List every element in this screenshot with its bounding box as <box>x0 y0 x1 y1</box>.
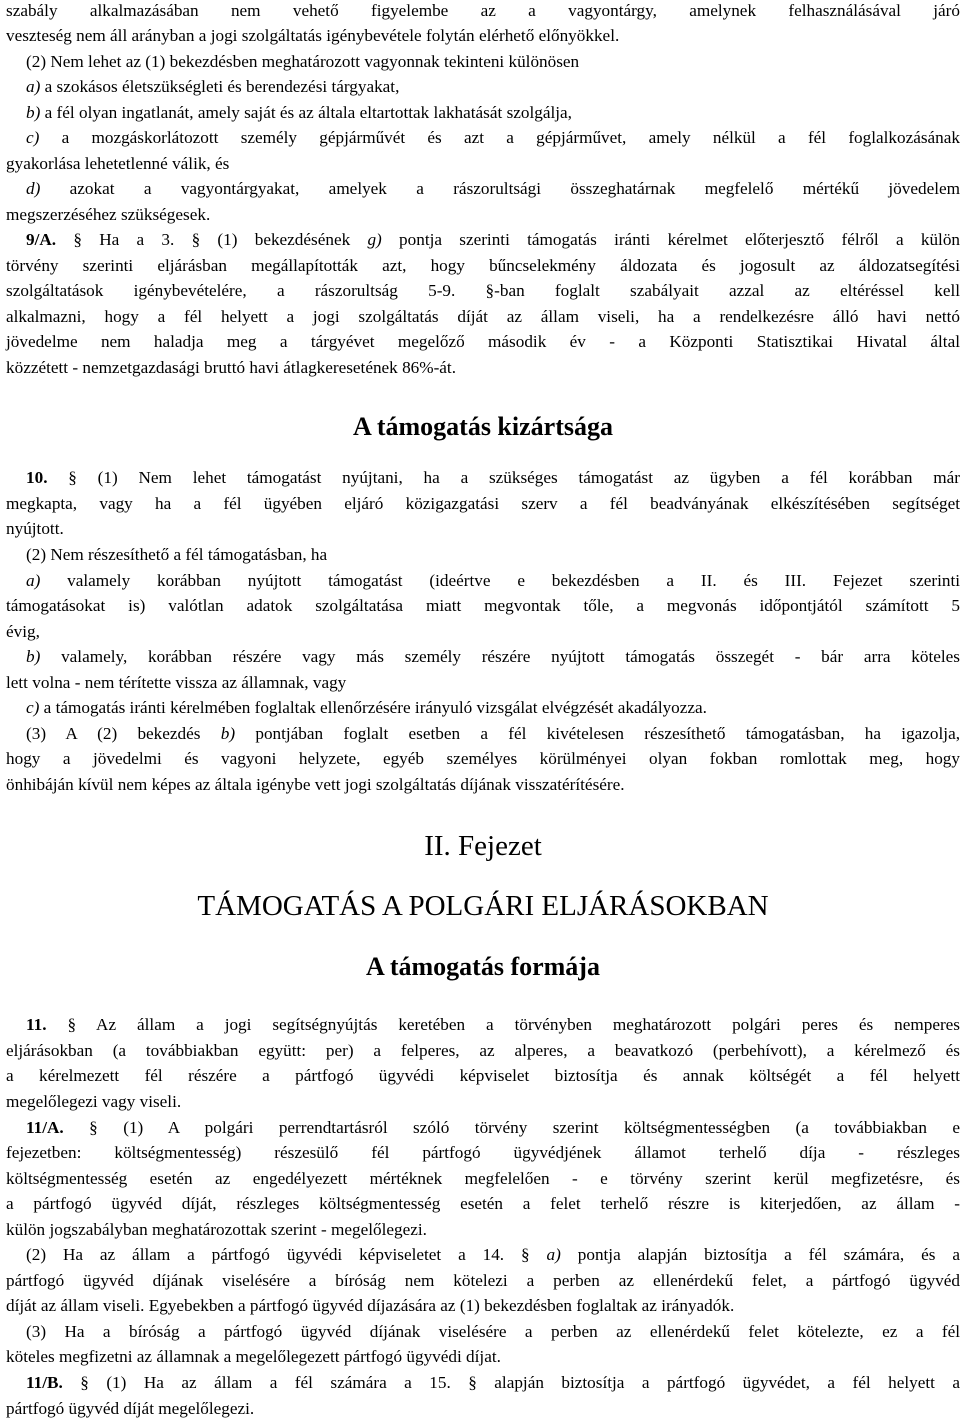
section-number: 10. <box>26 468 48 487</box>
line-text: megkapta, vagy ha a fél ügyében eljáró közigazgatási szerv a fél beadványának elkészítésében segítséget <box>6 494 960 513</box>
line-text: (2) Nem részesíthető a fél támogatásban, ha <box>26 545 328 564</box>
line-text: költségmentesség esetén az engedélyezett mértéknek megfelelően - e törvény szerint kerül megfizetésre, és <box>6 1169 960 1188</box>
text-line <box>6 491 960 517</box>
line-text: nyújtott. <box>6 519 64 538</box>
item-reference: b) <box>220 724 236 743</box>
line-text: veszteség nem áll arányban a jogi szolgáltatás igénybevétele folytán elérhető előnyökkel. <box>6 26 620 45</box>
section-number: 11/B. <box>26 1373 63 1392</box>
text-line <box>6 1089 960 1115</box>
item-reference: a) <box>546 1245 561 1264</box>
line-text: (3) Ha a bíróság a pártfogó ügyvéd díjának viselésére a perben az ellenérdekű felet kötelezte, ez a fél <box>26 1322 960 1341</box>
item-marker: d) <box>26 179 41 198</box>
text-line <box>6 772 960 798</box>
text-line <box>6 202 960 228</box>
line-text: pártfogó ügyvéd díját megelőlegezi. <box>6 1399 255 1418</box>
section-number: 11. <box>26 1015 47 1034</box>
text-line <box>6 253 960 279</box>
line-text: (3) A (2) bekezdés <box>26 724 221 743</box>
line-text: szolgáltatások igénybevételére, a rászorultság 5-9. §-ban foglalt szabályait azzal az eltéréssel kell <box>6 281 960 300</box>
text-line <box>6 1319 960 1345</box>
line-text: § Ha a 3. § (1) bekezdésének <box>56 230 368 249</box>
line-text: (2) Ha az állam a pártfogó ügyvédi képviseletet a 14. § <box>26 1245 547 1264</box>
text-line <box>6 619 960 645</box>
line-text: pártfogó ügyvéd díjának viselésére a bíróság nem kötelezi a perben az ellenérdekű felet, a pártfogó ügyvéd <box>6 1271 960 1290</box>
line-text: megszerzéséhez szükségesek. <box>6 205 211 224</box>
section-number: 11/A. <box>26 1118 64 1137</box>
text-line <box>6 355 960 381</box>
line-text: § (1) A polgári perrendtartásról szóló törvény szerint költségmentességben (a továbbiakban e <box>63 1118 960 1137</box>
line-text: díját az állam viseli. Egyebekben a pártfogó ügyvéd díjazására az (1) bekezdésben foglaltak az irányadók. <box>6 1296 735 1315</box>
line-text: alkalmazni, hogy a fél helyett a jogi szolgáltatás díját az állam viseli, ha a rendelkezésre álló havi nettó <box>6 307 960 326</box>
section-heading: A támogatás kizártsága <box>353 412 613 441</box>
line-text: eljárásokban (a továbbiakban együtt: per) a felperes, az alperes, a beavatkozó (perbehívott), a kérelmező és <box>6 1041 960 1060</box>
line-text: önhibáján kívül nem képes az általa igénybe vett jogi szolgáltatás díjának visszatérítésére. <box>6 775 625 794</box>
line-text: szabály alkalmazásában nem vehető figyelembe az a vagyontárgy, amelynek felhasználásával járó <box>6 1 960 20</box>
item-reference: g) <box>367 230 382 249</box>
text-line <box>6 542 960 568</box>
text-line <box>6 125 960 151</box>
text-line <box>6 0 960 24</box>
text-line <box>6 1038 960 1064</box>
text-line <box>6 74 960 100</box>
text-line <box>6 1012 960 1038</box>
chapter-heading: II. Fejezet <box>424 830 542 862</box>
text-line <box>6 1166 960 1192</box>
text-line <box>6 23 960 49</box>
section-heading: A támogatás formája <box>366 952 600 981</box>
text-line <box>6 278 960 304</box>
section-number: 9/A. <box>26 230 57 249</box>
line-text: közzétett - nemzetgazdasági bruttó havi átlagkeresetének 86%-át. <box>6 358 457 377</box>
line-text: § (1) Nem lehet támogatást nyújtani, ha a szükséges támogatást az ügyben a fél korábban már <box>47 468 960 487</box>
line-text: lett volna - nem térítette vissza az államnak, vagy <box>6 673 347 692</box>
line-text-cont: pontja szerinti támogatás iránti kérelmet előterjesztő félről a külön <box>381 230 960 249</box>
line-text: a fél olyan ingatlanát, amely saját és az általa eltartottak lakhatását szolgálja, <box>40 103 572 122</box>
item-marker: a) <box>26 77 41 96</box>
line-text: megelőlegezi vagy viseli. <box>6 1092 182 1111</box>
line-text: a pártfogó ügyvéd díját, részleges költségmentesség esetén a felet terhelő részre is kiterjedően, az állam - <box>6 1194 960 1213</box>
line-text: támogatásokat is) valótlan adatok szolgáltatása miatt megvontak tőle, a megvonás időpontjától számított 5 <box>6 596 960 615</box>
text-line <box>6 516 960 542</box>
line-text-cont: pontja alapján biztosítja a fél számára, és a <box>560 1245 960 1264</box>
text-line <box>6 227 960 253</box>
item-marker: c) <box>26 698 40 717</box>
text-line <box>6 1268 960 1294</box>
text-line <box>6 644 960 670</box>
line-text: (2) Nem lehet az (1) bekezdésben meghatározott vagyonnak tekinteni különösen <box>26 52 580 71</box>
line-text-cont: pontjában foglalt esetben a fél kivételesen részesíthető támogatásban, ha igazolja, <box>235 724 960 743</box>
text-line <box>6 746 960 772</box>
text-line <box>6 1217 960 1243</box>
text-line <box>6 465 960 491</box>
line-text: a támogatás iránti kérelmében foglaltak ellenőrzésére irányuló vizsgálat elvégzését akadályozza. <box>39 698 707 717</box>
chapter-heading: TÁMOGATÁS A POLGÁRI ELJÁRÁSOKBAN <box>197 890 769 922</box>
text-line <box>6 1370 960 1396</box>
item-marker: a) <box>26 571 41 590</box>
text-line <box>6 49 960 75</box>
text-line <box>6 329 960 355</box>
text-line <box>6 1063 960 1089</box>
item-marker: b) <box>26 647 41 666</box>
line-text: valamely, korábban részére vagy más személy részére nyújtott támogatás összegét - bár arra köteles <box>40 647 960 666</box>
text-line <box>6 176 960 202</box>
line-text: a szokásos életszükségleti és berendezési tárgyakat, <box>40 77 400 96</box>
text-line <box>6 1191 960 1217</box>
text-line <box>6 593 960 619</box>
line-text: § (1) Ha az állam a fél számára a 15. § alapján biztosítja a pártfogó ügyvédet, a fél helyett a <box>62 1373 960 1392</box>
text-line <box>6 1115 960 1141</box>
text-line <box>6 670 960 696</box>
text-line <box>6 1242 960 1268</box>
text-line <box>6 1140 960 1166</box>
line-text: valamely korábban nyújtott támogatást (ideértve e bekezdésben a II. és III. Fejezet szerinti <box>40 571 960 590</box>
text-line <box>6 695 960 721</box>
text-line <box>6 1344 960 1370</box>
line-text: gyakorlása lehetetlenné válik, és <box>6 154 230 173</box>
line-text: évig, <box>6 622 40 641</box>
text-line <box>6 1396 960 1422</box>
line-text: azokat a vagyontárgyakat, amelyek a rászorultsági összeghatárnak megfelelő mértékű jövedelem <box>40 179 960 198</box>
line-text: törvény szerinti eljárásban megállapították azt, hogy bűncselekmény áldozata és jogosult az áldozatsegítési <box>6 256 960 275</box>
line-text: külön jogszabályban meghatározottak szerint - megelőlegezi. <box>6 1220 427 1239</box>
line-text: jövedelme nem haladja meg a tárgyévet megelőző második év - a Központi Statisztikai Hivatal által <box>6 332 960 351</box>
line-text: hogy a jövedelmi és vagyoni helyzete, egyéb személyes körülményei olyan fokban romlottak meg, hogy <box>6 749 960 768</box>
line-text: a mozgáskorlátozott személy gépjárművét és azt a gépjárművet, amely nélkül a fél foglalkozásának <box>39 128 960 147</box>
text-line <box>6 100 960 126</box>
text-line <box>6 568 960 594</box>
line-text: fejezetben: költségmentesség) részesülő fél pártfogó ügyvédjének államot terhelő díja - részleges <box>6 1143 960 1162</box>
line-text: § Az állam a jogi segítségnyújtás keretében a törvényben meghatározott polgári peres és nemperes <box>46 1015 960 1034</box>
line-text: a kérelmezett fél részére a pártfogó ügyvédi képviselet biztosítja és annak költségét a fél helyett <box>6 1066 960 1085</box>
text-line <box>6 304 960 330</box>
text-line <box>6 1293 960 1319</box>
item-marker: b) <box>26 103 41 122</box>
text-line <box>6 151 960 177</box>
text-line <box>6 721 960 747</box>
line-text: köteles megfizetni az államnak a megelőlegezett pártfogó ügyvédi díjat. <box>6 1347 501 1366</box>
item-marker: c) <box>26 128 40 147</box>
